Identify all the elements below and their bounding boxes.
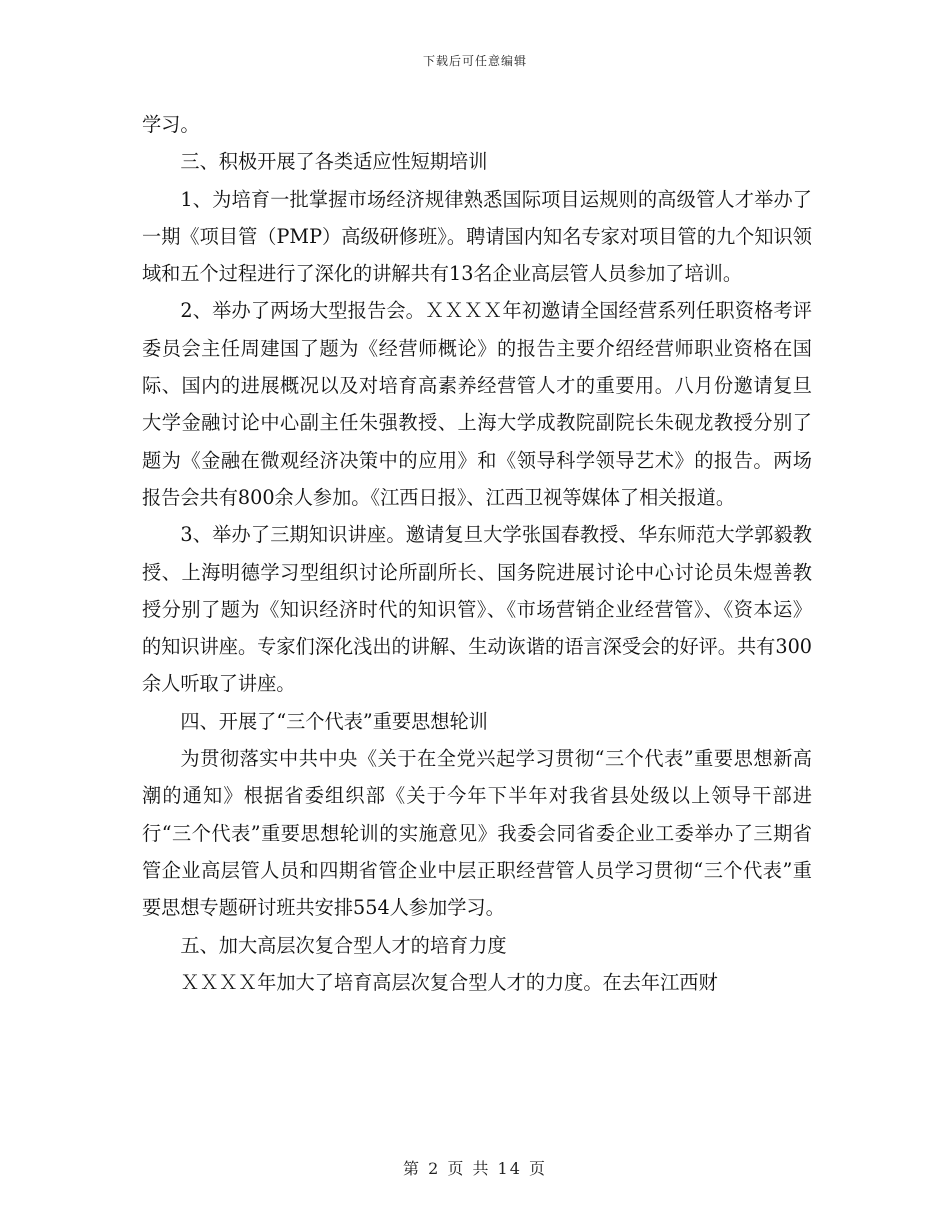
section-heading-3: 三、积极开展了各类适应性短期培训 (180, 150, 488, 174)
section-heading-4: 四、开展了“三个代表”重要思想轮训 (180, 709, 488, 733)
paragraph-item-2: 2、举办了两场大型报告会。ＸＸＸＸ年初邀请全国经营系列任职资格考评委员会主任周建国了题为《经营师概论》的报告主要介绍经营师职业资格在国际、国内的进展概况以及对培育高素养经营管人才的重要用。八月份邀请复旦大学金融讨论中心副主任朱强教授、上海大学成教院副院长朱砚龙教授分别了题为《金融在微观经济决策中的应用》和《领导科学领导艺术》的报告。两场报告会共有800余人参加。《江西日报》、江西卫视等媒体了相关报道。 (142, 299, 812, 509)
paragraph-continuation: 学习。 (142, 113, 200, 136)
paragraph-talent-training: ＸＸＸＸ年加大了培育高层次复合型人才的力度。在去年江西财 (180, 970, 718, 994)
section-heading-5: 五、加大高层次复合型人才的培育力度 (180, 933, 507, 957)
paragraph-three-represents: 为贯彻落实中共中央《关于在全党兴起学习贯彻“三个代表”重要思想新高潮的通知》根据省委组织部《关于今年下半年对我省县处级以上领导干部进行“三个代表”重要思想轮训的实施意见》我委会同省委企业工委举办了三期省管企业高层管人员和四期省管企业中层正职经营管人员学习贯彻“三个代表”重要思想专题研讨班共安排554人参加学习。 (142, 747, 812, 920)
paragraph-item-3: 3、举办了三期知识讲座。邀请复旦大学张国春教授、华东师范大学郭毅教授、上海明德学习型组织讨论所副所长、国务院进展讨论中心讨论员朱煜善教授分别了题为《知识经济时代的知识管》、《市场营销企业经营管》、《资本运》的知识讲座。专家们深化浅出的讲解、生动诙谐的语言深受会的好评。共有300余人听取了讲座。 (142, 523, 812, 696)
paragraph-item-1: 1、为培育一批掌握市场经济规律熟悉国际项目运规则的高级管人才举办了一期《项目管（PMP）高级研修班》。聘请国内知名专家对项目管的九个知识领域和五个过程进行了深化的讲解共有13名企业高层管人员参加了培训。 (142, 187, 812, 286)
document-body (142, 106, 812, 1001)
page-header: 下载后可任意编辑 (422, 54, 527, 68)
page-number-footer: 第 2 页 共 14 页 (403, 1159, 547, 1178)
